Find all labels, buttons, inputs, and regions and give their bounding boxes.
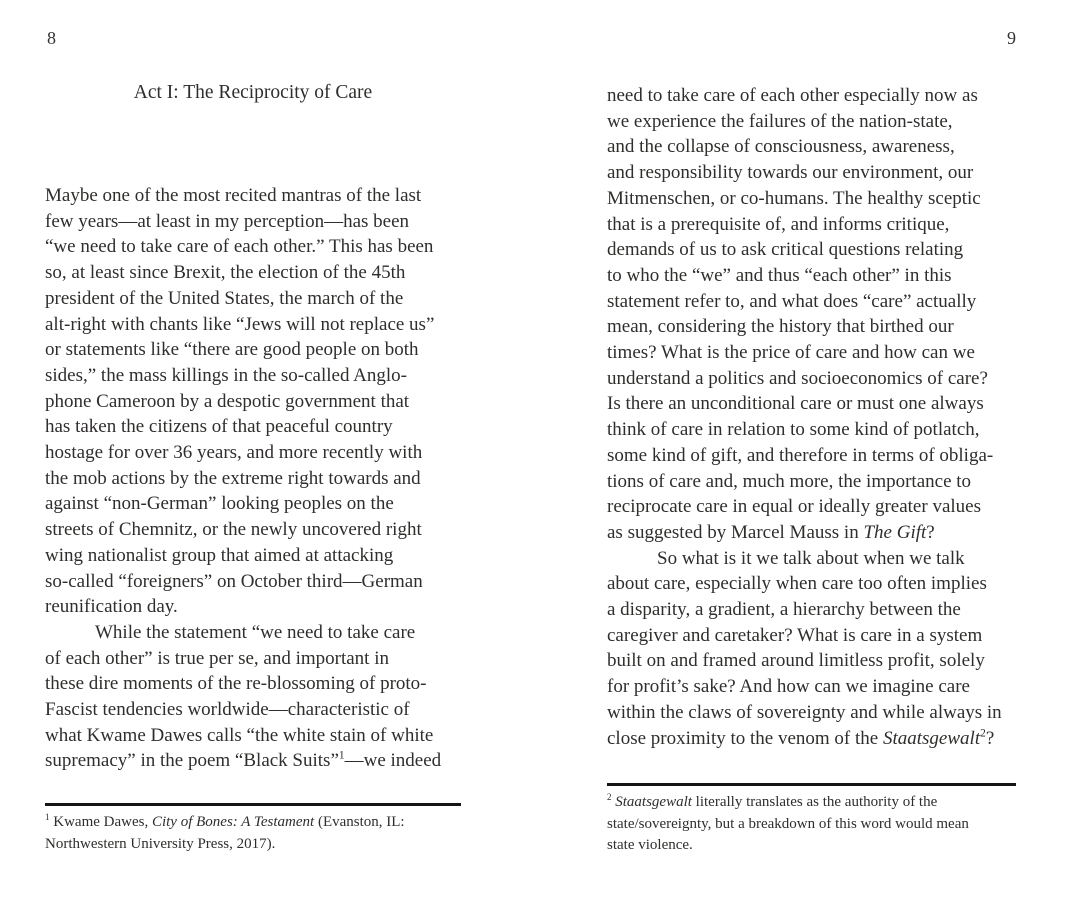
footnote-right: $^2$ Staatsgewalt literally translates as the authority of the state/sovereignty, but a breakdown of this word would mean state violence. (607, 792, 969, 853)
page-left (45, 0, 461, 913)
paragraph: So what is it we talk about when we talk about care, especially when care too often implies a disparity, a gradient, a hierarchy between the caregiver and caretaker? What is care in a system built on and framed around limitless profit, solely for profit’s sake? And how can we imagine care within the claws of sovereignty and while always in close proximity to the venom of the Staatsgewalt$^2$? (607, 547, 1002, 749)
footnote-left: $^1$ Kwame Dawes, City of Bones: A Testament (Evanston, IL: Northwestern University Press, 2017). (45, 812, 405, 852)
page-number-left: 8 (47, 28, 56, 48)
paragraph: While the statement “we need to take care of each other” is true per se, and important in these dire moments of the re-blossoming of proto- Fascist tendencies worldwide—characteristic of what Kwame Dawes calls “the white stain of white supremacy” in the poem “Black Suits”$^1$—we indeed (45, 621, 442, 772)
body-text-right (607, 83, 1016, 751)
footnote-divider-right (607, 783, 1016, 786)
page-number-right: 9 (1007, 28, 1016, 48)
paragraph: Maybe one of the most recited mantras of the last few years—at least in my perception—has been “we need to take care of each other.” This has been so, at least since Brexit, the election of the 45th president of the United States, the march of the alt-right with chants like “Jews will not replace us” or statements like “there are good people on both sides,” the mass killings in the so-called Anglo- phone Cameroon by a despotic government that has taken the citizens of that peaceful country hostage for over 36 years, and more recently with the mob actions by the extreme right towards and against “non-German” looking peoples on the streets of Chemnitz, or the newly uncovered right wing nationalist group that aimed at attacking so-called “foreigners” on October third—German reunification day. (45, 185, 435, 618)
chapter-heading: Act I: The Reciprocity of Care (133, 82, 373, 103)
paragraph: need to take care of each other especially now as we experience the failures of the nation-state, and the collapse of consciousness, awareness, and responsibility towards our environment, our Mitmenschen, or co-humans. The healthy sceptic that is a prerequisite of, and informs critique, demands of us to ask critical questions relating to who the “we” and thus “each other” in this statement refer to, and what does “care” actually mean, considering the history that birthed our times? What is the price of care and how can we understand a politics and socioeconomics of care? Is there an unconditional care or must one always think of care in relation to some kind of potlatch, some kind of gift, and therefore in terms of obliga- tions of care and, much more, the importance to reciprocate care in equal or ideally greater values as suggested by Marcel Mauss in The Gift? (607, 85, 994, 543)
body-text-left (45, 183, 461, 774)
page-right (607, 0, 1016, 913)
footnote-divider-left (45, 803, 461, 806)
